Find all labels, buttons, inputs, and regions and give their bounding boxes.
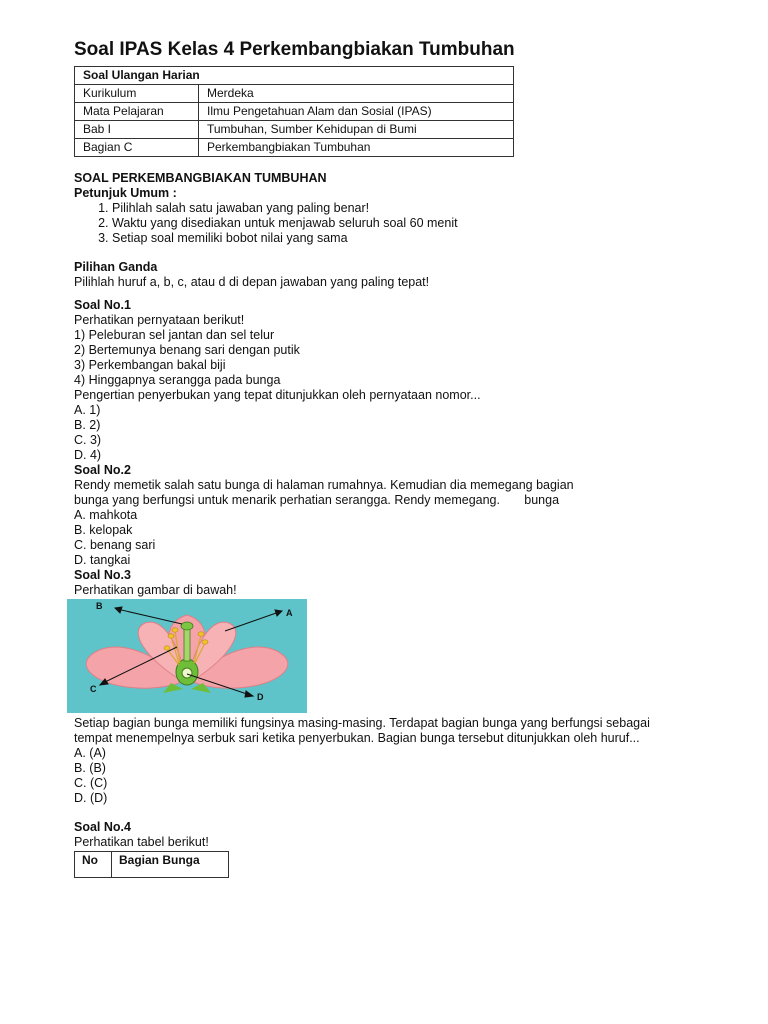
q3-option: C. (C) [74,776,108,790]
info-label: Kurikulum [75,85,199,103]
petunjuk-heading: Petunjuk Umum : [74,186,177,200]
q4-table [74,851,229,878]
q3-heading: Soal No.3 [74,568,131,582]
info-label: Mata Pelajaran [75,103,199,121]
q1-option: C. 3) [74,433,102,447]
anther [198,632,204,636]
info-label: Bab I [75,121,199,139]
list-item: 1. Pilihlah salah satu jawaban yang paling benar! [112,201,694,216]
q2-text-line: Rendy memetik salah satu bunga di halaman rumahnya. Kemudian dia memegang bagian [74,478,574,492]
q1-statement: 3) Perkembangan bakal biji [74,358,226,372]
info-label: Bagian C [75,139,199,157]
anther [172,628,178,632]
label-a: A [286,608,293,618]
info-table [74,66,514,157]
q2-heading: Soal No.2 [74,463,131,477]
ovule [182,668,192,678]
q1-option: D. 4) [74,448,102,462]
info-value: Ilmu Pengetahuan Alam dan Sosial (IPAS) [199,103,514,121]
anther [164,646,170,650]
info-value: Tumbuhan, Sumber Kehidupan di Bumi [199,121,514,139]
q3-option: A. (A) [74,746,106,760]
style [184,627,190,661]
document-page [74,38,694,878]
q1-option: B. 2) [74,418,101,432]
label-c: C [90,684,97,694]
q4-intro: Perhatikan tabel berikut! [74,835,209,849]
q3-text: Setiap bagian bunga memiliki fungsinya masing-masing. Terdapat bagian bunga yang berfungsi sebagai tempat menempelnya serbuk sari ketika penyerbukan. Bagian bunga tersebut ditunjukkan oleh huruf... [74,716,650,745]
q1-statement: 2) Bertemunya benang sari dengan putik [74,343,300,357]
q4-table-header: No [75,852,112,878]
anther [202,640,208,644]
info-table-header: Soal Ulangan Harian [75,67,514,85]
flower-diagram-svg [67,599,307,713]
q2-option: B. kelopak [74,523,133,537]
q1-heading: Soal No.1 [74,298,131,312]
petunjuk-list [74,201,694,246]
flower-diagram [67,599,307,713]
q3-option: D. (D) [74,791,108,805]
q3-option: B. (B) [74,761,106,775]
q2-option: C. benang sari [74,538,156,552]
q1-statement: 4) Hinggapnya serangga pada bunga [74,373,281,387]
q1-statement: 1) Peleburan sel jantan dan sel telur [74,328,275,342]
q1-intro: Perhatikan pernyataan berikut! [74,313,245,327]
q3-intro: Perhatikan gambar di bawah! [74,583,237,597]
section-title: SOAL PERKEMBANGBIAKAN TUMBUHAN [74,171,327,185]
pilihan-ganda-heading: Pilihan Ganda [74,260,158,274]
anther [168,634,174,638]
q2-option: A. mahkota [74,508,138,522]
q1-option: A. 1) [74,403,101,417]
label-d: D [257,692,264,702]
list-item: 2. Waktu yang disediakan untuk menjawab seluruh soal 60 menit [112,216,694,231]
list-item: 3. Setiap soal memiliki bobot nilai yang sama [112,231,694,246]
label-b: B [96,601,103,611]
info-value: Perkembangbiakan Tumbuhan [199,139,514,157]
stigma [181,622,193,630]
q4-heading: Soal No.4 [74,820,131,834]
q4-table-header: Bagian Bunga [112,852,229,878]
page-title: Soal IPAS Kelas 4 Perkembangbiakan Tumbuhan [74,39,515,60]
q2-text-line: bunga yang berfungsi untuk menarik perhatian serangga. Rendy memegang. bunga [74,493,560,507]
info-value: Merdeka [199,85,514,103]
q1-question: Pengertian penyerbukan yang tepat ditunjukkan oleh pernyataan nomor... [74,388,481,402]
q2-option: D. tangkai [74,553,131,567]
pilihan-ganda-instruction: Pilihlah huruf a, b, c, atau d di depan jawaban yang paling tepat! [74,275,430,289]
